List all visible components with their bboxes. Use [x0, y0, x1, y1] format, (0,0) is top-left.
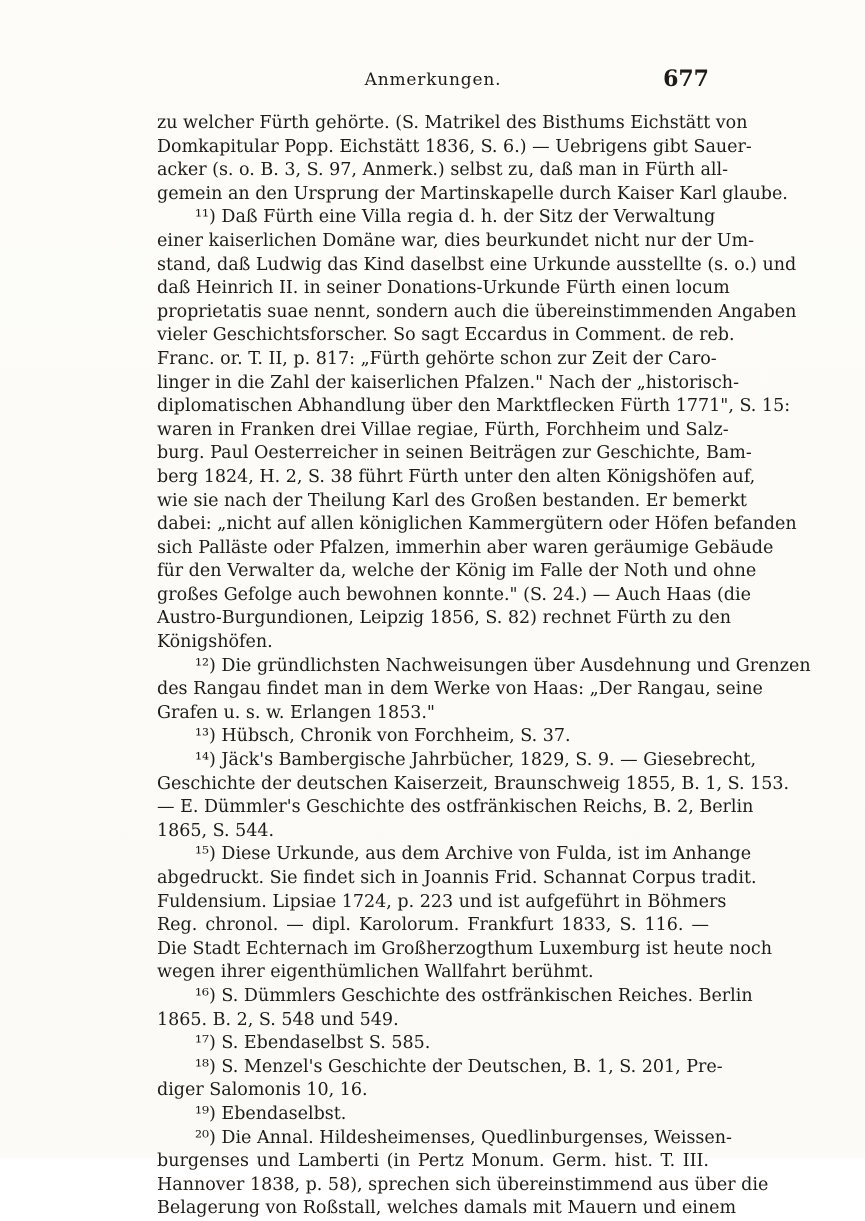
footnote-11-start: ¹¹) Daß Fürth eine Villa regia d. h. der Sitz der Verwaltung	[195, 207, 716, 228]
text-line: acker (s. o. B. 3, S. 97, Anmerk.) selbst zu, daß man in Fürth all-	[157, 160, 729, 181]
text-line: dabei: „nicht auf allen königlichen Kammergütern oder Höfen befanden	[157, 514, 797, 535]
page-header	[157, 66, 709, 94]
text-line: — E. Dümmler's Geschichte des ostfränkischen Reichs, B. 2, Berlin	[157, 797, 754, 818]
text-line: Königshöfen.	[157, 632, 273, 653]
text-line: berg 1824, H. 2, S. 38 führt Fürth unter den alten Königshöfen auf,	[157, 466, 756, 487]
text-line: waren in Franken drei Villae regiae, Fürth, Forchheim und Salz-	[157, 419, 729, 440]
text-line: Grafen u. s. w. Erlangen 1853."	[157, 702, 435, 723]
footnote-15-start: ¹⁵) Diese Urkunde, aus dem Archive von Fulda, ist im Anhange	[195, 844, 752, 865]
text-line: linger in die Zahl der kaiserlichen Pfalzen." Nach der „historisch-	[157, 372, 739, 393]
text-line: diger Salomonis 10, 16.	[157, 1080, 368, 1101]
text-line: abgedruckt. Sie findet sich in Joannis Frid. Schannat Corpus tradit.	[157, 868, 757, 888]
text-line: gemein an den Ursprung der Martinskapelle durch Kaiser Karl glaube.	[157, 183, 788, 204]
text-line: stand, daß Ludwig das Kind daselbst eine Urkunde ausstellte (s. o.) und	[157, 254, 797, 275]
text-line: Belagerung von Roßstall, welches damals mit Mauern und einem	[157, 1198, 737, 1219]
footnote-12-start: ¹²) Die gründlichsten Nachweisungen über Ausdehnung und Grenzen	[195, 655, 811, 676]
text-line: 1865, S. 544.	[157, 820, 275, 841]
footnote-13: ¹³) Hübsch, Chronik von Forchheim, S. 37.	[195, 726, 571, 747]
text-line: proprietatis suae nennt, sondern auch die übereinstimmenden Angaben	[157, 301, 797, 322]
text-line: Franc. or. T. II, p. 817: „Fürth gehörte schon zur Zeit der Caro-	[157, 348, 717, 369]
text-line: zu welcher Fürth gehörte. (S. Matrikel des Bisthums Eichstätt von	[157, 113, 748, 133]
footnote-20-start: ²⁰) Die Annal. Hildesheimenses, Quedlinburgenses, Weissen-	[195, 1127, 732, 1148]
footnote-14-start: ¹⁴) Jäck's Bambergische Jahrbücher, 1829, S. 9. — Giesebrecht,	[195, 750, 757, 771]
text-line: Geschichte der deutschen Kaiserzeit, Braunschweig 1855, B. 1, S. 153.	[157, 773, 790, 794]
footnote-17: ¹⁷) S. Ebendaselbst S. 585.	[195, 1033, 431, 1054]
text-line: wie sie nach der Theilung Karl des Großen bestanden. Er bemerkt	[157, 490, 747, 511]
footnote-16-start: ¹⁶) S. Dümmlers Geschichte des ostfränkischen Reiches. Berlin	[195, 985, 753, 1006]
text-line: Reg. chronol. — dipl. Karolorum. Frankfurt 1833, S. 116. —	[157, 915, 709, 936]
text-line: Fuldensium. Lipsiae 1724, p. 223 und ist aufgeführt in Böhmers	[157, 891, 727, 912]
text-line: Die Stadt Echternach im Großherzogthum Luxemburg ist heute noch	[157, 938, 772, 959]
text-line: daß Heinrich II. in seiner Donations-Urkunde Fürth einen locum	[157, 278, 730, 299]
text-line: einer kaiserlichen Domäne war, dies beurkundet nicht nur der Um-	[157, 230, 755, 251]
text-line: großes Gefolge auch bewohnen konnte." (S. 24.) — Auch Haas (die	[157, 584, 751, 605]
text-line: Austro-Burgundionen, Leipzig 1856, S. 82) rechnet Fürth zu den	[157, 608, 732, 629]
running-title: Anmerkungen.	[364, 70, 502, 90]
text-line: wegen ihrer eigenthümlichen Wallfahrt berühmt.	[157, 962, 594, 983]
footnote-19: ¹⁹) Ebendaselbst.	[195, 1103, 347, 1124]
page-number: 677	[663, 66, 709, 92]
text-line: vieler Geschichtsforscher. So sagt Eccardus in Comment. de reb.	[157, 325, 735, 346]
text-line: diplomatischen Abhandlung über den Marktflecken Fürth 1771", S. 15:	[157, 396, 791, 417]
text-line: des Rangau findet man in dem Werke von Haas: „Der Rangau, seine	[157, 679, 763, 700]
text-line: für den Verwalter da, welche der König im Falle der Noth und ohne	[157, 561, 757, 582]
footnote-18-start: ¹⁸) S. Menzel's Geschichte der Deutschen, B. 1, S. 201, Pre-	[195, 1056, 723, 1077]
text-line: burgenses und Lamberti (in Pertz Monum. Germ. hist. T. III.	[157, 1151, 709, 1172]
text-line: Domkapitular Popp. Eichstätt 1836, S. 6.) — Uebrigens gibt Sauer-	[157, 136, 752, 157]
text-line: sich Palläste oder Pfalzen, immerhin aber waren geräumige Gebäude	[157, 537, 774, 558]
text-line: 1865. B. 2, S. 548 und 549.	[157, 1009, 399, 1030]
footnote-text-block	[157, 112, 811, 1221]
text-line: burg. Paul Oesterreicher in seinen Beiträgen zur Geschichte, Bam-	[157, 443, 752, 464]
text-line: Hannover 1838, p. 58), sprechen sich übereinstimmend aus über die	[157, 1174, 769, 1195]
